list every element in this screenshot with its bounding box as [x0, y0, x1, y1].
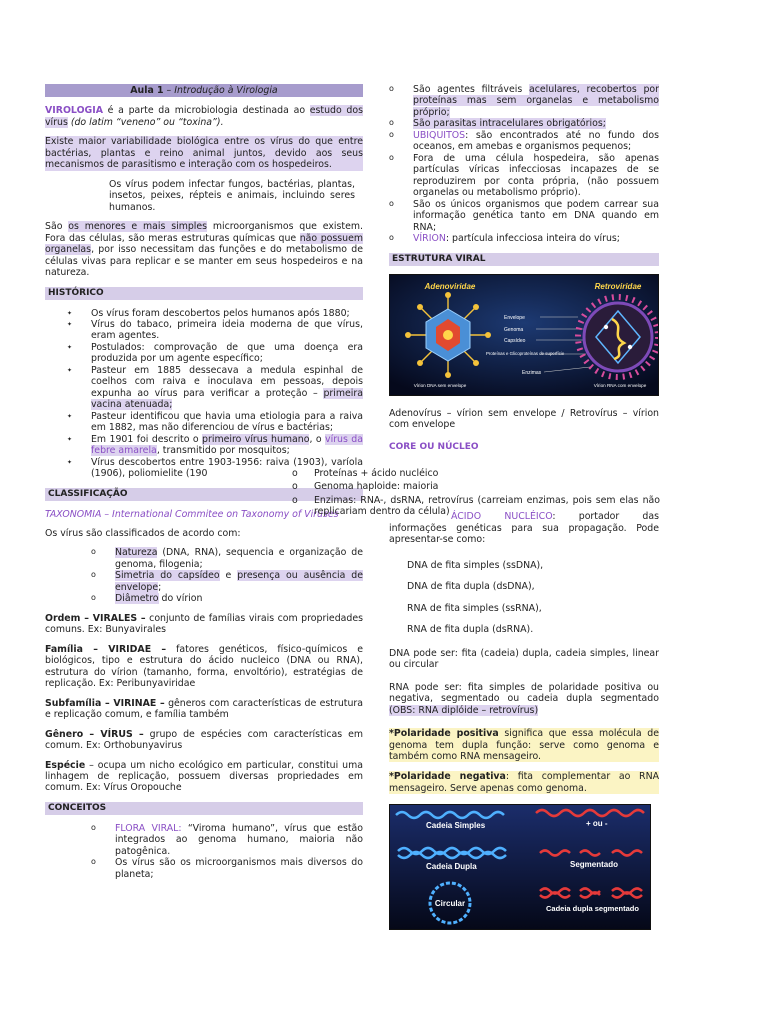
genome-forms-figure	[389, 804, 651, 930]
virus-structure-figure	[389, 274, 659, 396]
nucleic-acid-types	[389, 560, 659, 636]
text: (do latim “veneno” ou “toxina”).	[67, 116, 224, 128]
label-cadeia-dupla: Cadeia Dupla	[426, 862, 477, 872]
historico-list	[45, 308, 363, 480]
highlight: vírus da febre amarela	[91, 433, 363, 457]
fig-caption-left: Vírion DNA sem envelope	[413, 382, 467, 388]
label-enzimas: Enzimas	[522, 369, 542, 376]
highlight: Simetria do capsídeo	[115, 570, 220, 582]
text: , o	[309, 433, 326, 445]
text: RNA pode ser: fita simples de polaridade positiva ou negativa, segmentado ou cadeia dupla segmentado	[389, 681, 659, 705]
virologia-definition	[45, 105, 363, 128]
list-item	[45, 823, 363, 857]
list-item: ✦ Vírus descobertos entre 1903-1956: raiva (1903), varíola (1906), poliomielite (190	[45, 457, 363, 480]
text: gêneros com características de estrutura e replicação comum, e família também	[45, 697, 363, 721]
list-item: o Fora de uma célula hospedeira, são apenas partículas víricas infecciosas incapazes de se reproduzirem por conta própria, (não possuem organelas ou metabolismo próprio).	[389, 153, 659, 199]
text: Pasteur em 1885 dessecava a medula espinhal de coelhos com raiva e inoculava em pessoas, depois expunha ao vírus para verificar a proteção –	[91, 364, 363, 399]
highlight: os menores e mais simples	[68, 221, 208, 233]
list-item: ✦ Os vírus foram descobertos pelos humanos após 1880;	[45, 308, 363, 319]
text: significa que essa molécula de genoma tem dupla função: serve como genoma e também como RNA mensageiro.	[389, 728, 659, 762]
list-item	[389, 118, 659, 129]
term: Ordem – VIRALES –	[45, 612, 146, 624]
text: Enzimas: RNA-, dsRNA, retrovírus (carreiam enzimas, pois sem elas não replicariam dentro da célula)	[314, 494, 660, 518]
text: São agentes filtráveis	[413, 84, 529, 95]
section-conceitos: CONCEITOS	[45, 802, 363, 815]
term: UBIQUITOS	[413, 129, 466, 141]
text: , transmitido por mosquitos;	[156, 445, 290, 457]
lesson-title-bar	[45, 84, 363, 97]
classification-intro: Os vírus são classificados de acordo com:	[45, 528, 241, 539]
highlight: Natureza	[115, 547, 158, 559]
genero-paragraph	[45, 729, 363, 752]
familia-paragraph	[45, 644, 363, 690]
label-envelope: Envelope	[504, 314, 525, 321]
label-polarity: + ou -	[586, 819, 608, 829]
fig-title-adenoviridae: Adenoviridae	[424, 281, 476, 291]
title-dash: –	[163, 85, 175, 96]
highlight: São parasitas intracelulares obrigatórios;	[413, 118, 606, 130]
text: Em 1901 foi descrito o	[91, 433, 203, 445]
label-circular: Circular	[434, 899, 466, 909]
type-item: DNA de fita dupla (dsDNA),	[407, 581, 535, 593]
term: ÁCIDO NUCLÉICO	[451, 511, 553, 523]
text: fatores genéticos, físico-químicos e biológicos, tipo e estrutura do ácido nucleico (DNA ou RNA), estrutura do vírion (tamanho, forma, envoltório), estratégias de replicação. Ex: Peribunyaviridae	[45, 643, 363, 690]
term: FLORA VIRAL:	[115, 822, 182, 834]
term: VÍRION	[413, 233, 446, 245]
core-item	[292, 495, 660, 518]
polaridade-positiva	[389, 728, 659, 762]
list-item: ✦ Vírus do tabaco, primeira ideia moderna de que vírus, eram agentes.	[45, 319, 363, 342]
list-item	[45, 570, 363, 593]
text: – ocupa um nicho ecológico em particular, constitui uma linhagem de replicação, possuem diversas propriedades em comum. Ex: Vírus Oropouche	[45, 759, 363, 794]
taxonomia: TAXONOMIA – International Commitee on Taxonomy of Viruses	[45, 508, 339, 520]
structure-caption: Adenovírus – vírion sem envelope / Retrovírus – vírion com envelope	[389, 407, 659, 430]
highlight: Diâmetro	[115, 593, 159, 605]
type-item: RNA de fita dupla (dsRNA).	[407, 624, 534, 636]
bullet: o	[292, 468, 298, 479]
virologia-term: VIROLOGIA	[45, 105, 103, 117]
virus-structure-illustration	[390, 275, 658, 395]
ordem-paragraph	[45, 613, 363, 636]
core-overlay-list	[292, 468, 660, 518]
highlight: acelulares, recobertos por proteínas mas sem organelas e metabolismo próprio;	[413, 84, 659, 118]
label-segmentado: Segmentado	[570, 860, 619, 870]
label-cadeia-dupla-segmentado: Cadeia dupla segmentado	[546, 904, 639, 914]
text: São	[45, 221, 69, 233]
text: (DNA, RNA), sequencia e organização de genoma, filogenia;	[115, 547, 363, 570]
highlight: presença ou ausência de envelope	[115, 570, 364, 593]
variability-paragraph: Existe maior variabilidade biológica entre os vírus do que entre bactérias, plantas e reino animal juntos, devido aos seus mecanismos de parasitismo e interação com os hospedeiros.	[45, 136, 363, 171]
rna-pode-paragraph	[389, 682, 659, 716]
core-item	[292, 481, 660, 492]
dna-pode-paragraph: DNA pode ser: fita (cadeia) dupla, cadeia simples, linear ou circular	[389, 647, 659, 671]
conceitos-list	[45, 823, 363, 880]
list-item	[389, 84, 659, 118]
text: ;	[158, 581, 162, 593]
highlight: primeiro vírus humano	[202, 433, 310, 445]
text: do vírion	[158, 593, 203, 605]
type-item: DNA de fita simples (ssDNA),	[407, 559, 544, 571]
fig-caption-right: Vírion RNA com envelope	[593, 382, 647, 388]
text: e	[219, 570, 238, 582]
text: : portador das informações genéticas para sua propagação. Pode apresentar-se como:	[389, 511, 659, 546]
lesson-number: Aula 1	[130, 85, 164, 96]
classification-criteria	[45, 547, 363, 604]
label-genoma: Genoma	[504, 326, 524, 333]
text: é a parte da microbiologia destinada ao	[102, 105, 310, 117]
list-item: o Os vírus são os microorganismos mais diversos do planeta;	[45, 857, 363, 880]
genome-forms-illustration	[390, 805, 650, 929]
text: grupo de espécies com características em comum. Ex: Orthobunyavirus	[45, 728, 363, 752]
term: Espécie	[45, 759, 86, 771]
fig-title-retroviridae: Retroviridae	[594, 281, 642, 291]
list-item: ✦ Postulados: comprovação de que uma doença era produzida por um agente específico;	[45, 342, 363, 365]
bullet: o	[292, 494, 298, 506]
especie-paragraph	[45, 760, 363, 794]
list-item	[45, 547, 363, 570]
term: Família – VIRIDAE –	[45, 643, 167, 655]
section-estrutura-viral: ESTRUTURA VIRAL	[389, 253, 659, 266]
text: , por isso necessitam das funções e do metabolismo de células vivas para replicar e se manter em seus hospedeiros e na natureza.	[45, 244, 363, 279]
bullet: o	[292, 481, 298, 493]
list-item	[389, 233, 659, 244]
highlight: não possuem organelas	[45, 232, 363, 256]
subfamilia-paragraph	[45, 698, 363, 721]
infect-paragraph: Os vírus podem infectar fungos, bactérias, plantas, insetos, peixes, répteis e animais, incluindo seres humanos.	[109, 178, 355, 213]
highlight: (OBS: RNA diplóide – retrovírus)	[389, 704, 539, 716]
label-cadeia-simples: Cadeia Simples	[426, 821, 486, 831]
section-historico: HISTÓRICO	[45, 287, 363, 300]
text: conjunto de famílias virais com propriedades comuns. Ex: Bunyavirales	[45, 612, 363, 636]
text: : partícula infecciosa inteira do vírus;	[445, 233, 620, 245]
list-item	[45, 365, 363, 411]
text: Proteínas + ácido nucléico	[314, 468, 439, 479]
sao-paragraph	[45, 221, 363, 278]
list-item	[45, 434, 363, 457]
text: : fita complementar ao RNA mensageiro. Serve apenas como genoma.	[389, 771, 659, 794]
lesson-subject: Introdução à Virologia	[174, 85, 278, 96]
term: Gênero – VÍRUS –	[45, 728, 144, 740]
section-core: CORE OU NÚCLEO	[389, 442, 479, 453]
text: : são encontrados até no fundo dos oceanos, em amebas e organismos pequenos;	[413, 129, 659, 153]
text: “Viroma humano”, vírus que estão integrados ao genoma humano, maioria não patogênica.	[115, 822, 364, 857]
virus-properties-list	[389, 84, 659, 245]
adenovirus-particle	[405, 292, 491, 378]
list-item: o São os únicos organismos que podem carrear sua informação genética tanto em DNA quando em RNA;	[389, 199, 659, 233]
type-item: RNA de fita simples (ssRNA),	[407, 602, 542, 614]
label-proteinas: Proteínas e Glicoproteínas de superfície	[486, 350, 565, 356]
highlight: primeira vacina atenuada;	[91, 387, 363, 411]
highlight: estudo dos vírus	[45, 105, 363, 128]
list-item	[45, 593, 363, 604]
text: Genoma haploide: maioria	[314, 481, 439, 493]
list-item: ✦ Pasteur identificou que havia uma etiologia para a raiva em 1882, mas não diferenciou de vírus e bactérias;	[45, 411, 363, 434]
section-classificacao: CLASSIFICAÇÃO	[45, 488, 363, 501]
term: Subfamília – VIRINAE –	[45, 697, 165, 709]
label-capsideo: Capsídeo	[504, 337, 526, 344]
list-item	[389, 130, 659, 153]
core-item	[292, 468, 660, 479]
text: microorganismos que existem. Fora das células, são meras estruturas químicas que	[45, 221, 363, 244]
term: *Polaridade negativa	[389, 771, 506, 783]
term: *Polaridade positiva	[389, 728, 499, 740]
polaridade-negativa	[389, 771, 659, 794]
